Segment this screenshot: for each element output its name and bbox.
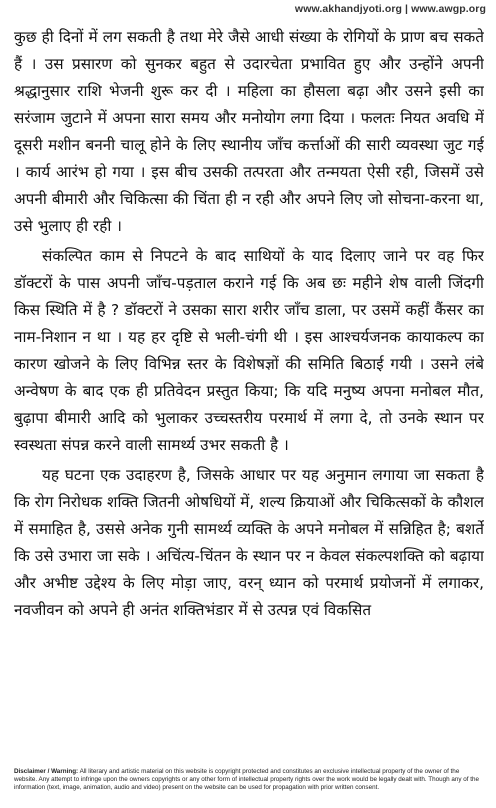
disclaimer-label: Disclaimer / Warning: — [14, 768, 79, 775]
site-urls[interactable]: www.akhandjyoti.org | www.awgp.org — [294, 3, 486, 15]
disclaimer-footer — [14, 768, 482, 806]
page-header — [0, 0, 496, 20]
paragraph-2: संकल्पित काम से निपटने के बाद साथियों के याद दिलाए जाने पर वह फिर डॉक्टरों के पास अपनी जाँच-पड़ताल कराने गई कि अब छः महीने शेष वाली जिंदगी किस स्थिति में है ? डॉक्टरों ने उसका सारा शरीर जाँच डाला, पर उसमें कहीं कैंसर का नाम-निशान न था । यह हर दृष्टि से भली-चंगी थी । इस आश्चर्यजनक कायाकल्प का कारण खोजने के लिए विभिन्न स्तर के विशेषज्ञों की समिति बिठाई गयी । उसने लंबे अन्वेषण के बाद एक ही प्रतिवेदन प्रस्तुत किया; कि यदि मनुष्य अपना मनोबल मौत, बुढ़ापा बीमारी आदि को भुलाकर उच्चस्तरीय परमार्थ में लगा दे, तो उनके स्थान पर स्वस्थता संपन्न करने वाली सामर्थ्य उभर सकती है । — [14, 247, 484, 454]
article-body — [14, 24, 484, 766]
paragraph-3: यह घटना एक उदाहरण है, जिसके आधार पर यह अनुमान लगाया जा सकता है कि रोग निरोधक शक्ति जितनी ओषधियों में, शल्य क्रियाओं और चिकित्सकों के कौशल में समाहित है, उससे अनेक गुनी सामर्थ्य व्यक्ति के अपने मनोबल में सन्निहित है; बशर्ते कि उसे उभारा जा सके । अचिंत्य-चिंतन के स्थान पर न केवल संकल्पशक्ति को बढ़ाया और अभीष्ट उद्देश्य के लिए मोड़ा जाए, वरन् ध्यान को परमार्थ प्रयोजनों में लगाकर, नवजीवन को अपने ही अनंत शक्तिभंडार में से उत्पन्न एवं विकसित — [14, 466, 484, 619]
paragraph-1: कुछ ही दिनों में लग सकती है तथा मेरे जैसे आधी संख्या के रोगियों के प्राण बच सकते हैं । उस प्रसारण को सुनकर बहुत से उदारचेता प्रभावित हुए और उन्होंने अपनी श्रद्धानुसार राशि भेजनी शुरू कर दी । महिला का हौसला बढ़ा और उसने इसी का सरंजाम जुटाने में अपना सारा समय और मनोयोग लगा दिया । फलतः नियत अवधि में दूसरी मशीन बननी चालू होने के लिए स्थानीय जाँच कर्त्ताओं की सारी व्यवस्था जुट गई । कार्य आरंभ हो गया । इस बीच उसकी तत्परता और तन्मयता ऐसी रही, जिसमें उसे अपनी बीमारी और चिकित्सा की चिंता ही न रही और अपने लिए जो सोचना-करना था, उसे भुलाए ही रही । — [14, 28, 484, 235]
disclaimer-text: All literary and artistic material on this website is copyright protected and constitutes an exclusive intellectual property of the owner of the website. Any attempt to infringe upon the owners copyrights or any other form of intellectual property rights over the work would be legally dealt with. Though any of the information (text, image, animation, audio and video) present on the website can be used for propagation with prior written consent. — [14, 768, 480, 791]
